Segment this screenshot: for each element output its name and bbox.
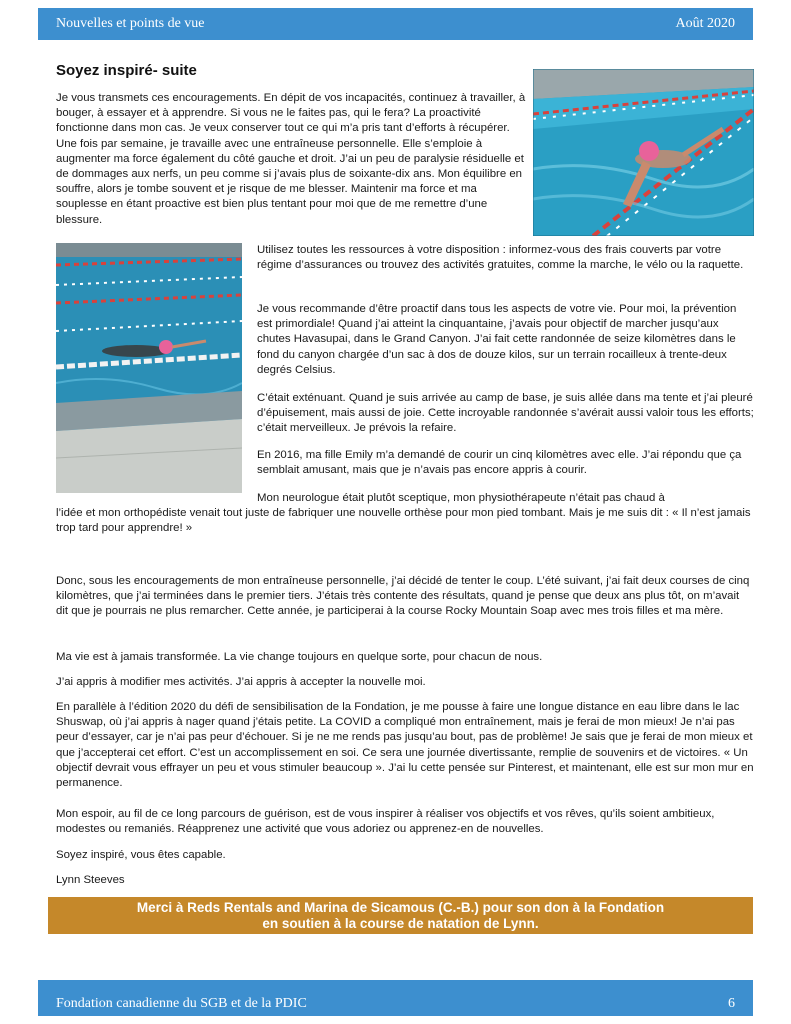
paragraph-shuswap: En parallèle à l’édition 2020 du défi de sensibilisation de la Fondation, je me pousse à faire une longue distance en eau libre dans le lac Shuswap, où j’ai appris à nager quand j’étais petite. La COVID a compliqué mon entraînement, mais je ferai de mon mieux! Je n’ai pas peur d’essayer, car je n’ai pas peur d’échouer. Si je ne me rends pas jusqu’au bout, pas de problème! Je sais que je ferai de mon mieux et que j’accepterai cet effort. C’est un accomplissement en soi. Ce sera une journée divertissante, remplie de souvenirs et de victoires. « Un objectif devrait vous effrayer un peu et vous stimuler beaucoup ». J’ai lu cette pensée sur Pinterest, et maintenant, elle est sur mon mur en permanence. xyxy=(56,701,754,790)
foundation-name: Fondation canadienne du SGB et de la PDIC xyxy=(56,996,307,1011)
paragraph-doctors-cont: l’idée et mon orthopédiste venait tout juste de fabriquer une nouvelle orthèse pour mon pied tombant. Mais je me suis dit : « Il n’est jamais trop tard pour apprendre! » xyxy=(56,507,751,535)
thanks-banner xyxy=(48,897,753,934)
paragraph-hope: Mon espoir, au fil de ce long parcours de guérison, est de vous inspirer à réaliser vos objectifs et vos rêves, qu’ils soient ambitieux, modestes ou remaniés. Réapprenez une activité que vous adoriez ou apprenez-en de nouvelles. xyxy=(56,808,715,836)
banner-line-2: en soutien à la course de natation de Lynn. xyxy=(262,915,539,931)
article-title: Soyez inspiré- suite xyxy=(56,62,197,79)
banner-line-1: Merci à Reds Rentals and Marina de Sicamous (C.-B.) pour son don à la Fondation xyxy=(136,899,665,915)
paragraph-learned: J’ai appris à modifier mes activités. J’ai appris à accepter la nouvelle moi. xyxy=(56,676,426,688)
page-number: 6 xyxy=(728,996,735,1011)
paragraph-doctors-start: Mon neurologue était plutôt sceptique, mon physiothérapeute n’était pas chaud à xyxy=(257,492,665,504)
swimming-photo-left xyxy=(56,243,242,493)
paragraph-exhausting: C’était exténuant. Quand je suis arrivée au camp de base, je suis allée dans ma tente et j’ai pleuré d’épuisement, mais aussi de joie. Cette incroyable randonnée s’avérait aussi valoir tous les efforts; c’était merveilleux. Je prévois la refaire. xyxy=(257,392,754,435)
paragraph-races: Donc, sous les encouragements de mon entraîneuse personnelle, j’ai décidé de tenter le coup. L’été suivant, j’ai fait deux courses de cinq kilomètres, que j’ai terminées dans le premier tiers. J’étais très contente des résultats, quand je pense que deux ans plus tôt, on m’avait dit que je pourrais ne plus remarcher. Cette année, je participerai à la course Rocky Mountain Soap avec mes trois filles et ma mère. xyxy=(56,575,750,618)
paragraph-life-transformed: Ma vie est à jamais transformée. La vie change toujours en quelque sorte, pour chacun de nous. xyxy=(56,651,543,663)
paragraph-closing: Soyez inspiré, vous êtes capable. xyxy=(56,849,226,861)
page-footer xyxy=(38,980,753,1016)
author-signature: Lynn Steeves xyxy=(56,874,125,886)
paragraph-proactive: Je vous recommande d’être proactif dans tous les aspects de votre vie. Pour moi, la prévention est primordiale! Quand j’ai atteint la cinquantaine, j’avais pour objectif de marcher jusqu’aux chutes Havasupai, dans le Grand Canyon. J’ai fait cette randonnée de seize kilomètres dans le fond du canyon chargée d’un sac à dos de douze kilos, sur un terrain rocailleux à trente-deux degrés Celsius. xyxy=(257,303,737,376)
issue-date: Août 2020 xyxy=(675,16,735,31)
newsletter-name: Nouvelles et points de vue xyxy=(56,16,205,31)
paragraph-resources: Utilisez toutes les ressources à votre disposition : informez-vous des frais couverts par votre régime d’assurances ou trouvez des activités gratuites, comme la marche, le vélo ou la raquette. xyxy=(257,244,744,272)
swimming-photo-top xyxy=(533,69,754,236)
paragraph-encouragement: Je vous transmets ces encouragements. En dépit de vos incapacités, continuez à travailler, à bouger, à essayer et à apprendre. Si vous ne le faites pas, qui le fera? La proactivité fonctionne dans mon cas. Je veux conserver tout ce qui m’a pris tant d’efforts à récupérer. Une fois par semaine, je travaille avec une entraîneuse personnelle. Elle s’emploie à augmenter ma force également du côté gauche et droit. J’ai un peu de paralysie résiduelle et de dommages aux nerfs, un peu comme si j’avais plus de soixante-dix ans. Mon équilibre en souffre, alors je tombe souvent et je risque de me blesser. Maintenir ma force et ma souplesse en étant proactive est bien plus tentant pour moi que de me remettre d’une blessure. xyxy=(56,92,526,226)
paragraph-emily-run: En 2016, ma fille Emily m’a demandé de courir un cinq kilomètres avec elle. J’ai répondu que ça semblait amusant, mais que je n’avais pas encore appris à courir. xyxy=(257,449,742,477)
page-header xyxy=(38,8,753,40)
